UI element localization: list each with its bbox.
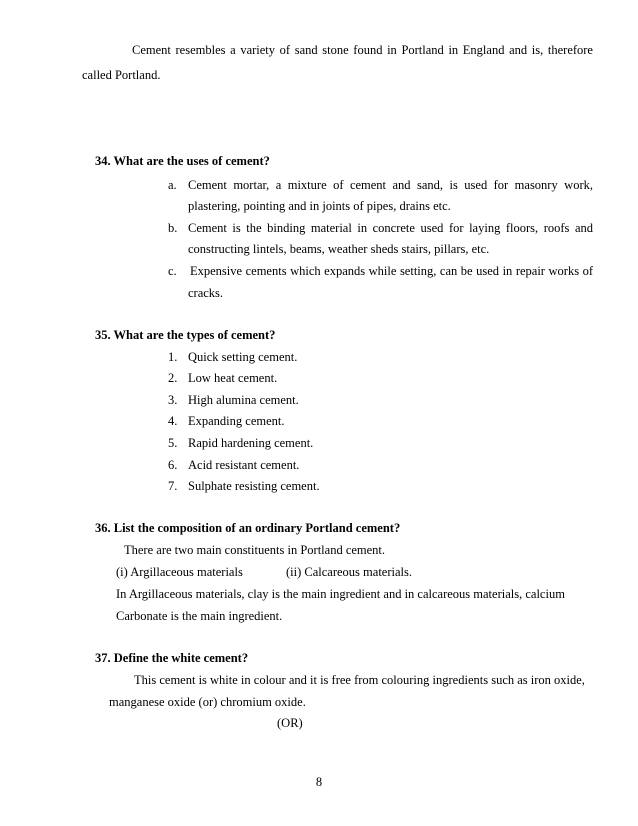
q34-heading: 34. What are the uses of cement? [95, 154, 270, 168]
q34-item-b-line2: constructing lintels, beams, weather sheds stairs, pillars, etc. [188, 242, 490, 256]
q36-line-4: Carbonate is the main ingredient. [116, 609, 283, 623]
q35-item-text: Acid resistant cement. [188, 458, 300, 472]
q34-item-c-label: c. [168, 264, 177, 278]
q35-item-num: 3. [168, 393, 178, 407]
q37-or: (OR) [277, 716, 303, 730]
q37-line-1: This cement is white in colour and it is free from colouring ingredients such as iron oxide, [134, 673, 585, 687]
q35-item-num: 6. [168, 458, 178, 472]
q36-line-1: There are two main constituents in Portland cement. [124, 543, 386, 557]
q35-item-text: High alumina cement. [188, 393, 299, 407]
q36-line-3: In Argillaceous materials, clay is the main ingredient and in calcareous materials, calcium [116, 587, 565, 601]
q35-item-num: 1. [168, 350, 178, 364]
q34-item-a-label: a. [168, 178, 177, 192]
q34-item-c-line2: cracks. [188, 286, 224, 300]
intro-line-2: called Portland. [82, 68, 161, 82]
q34-item-c-line1: Expensive cements which expands while setting, can be used in repair works of [190, 264, 593, 278]
q36-col-1: (i) Argillaceous materials [116, 565, 243, 579]
q35-item-text: Low heat cement. [188, 371, 278, 385]
q34-item-a-line2: plastering, pointing and in joints of pipes, drains etc. [188, 199, 451, 213]
q35-item-num: 2. [168, 371, 178, 385]
q34-item-b-line1: Cement is the binding material in concrete used for laying floors, roofs and [188, 221, 593, 235]
q35-item-num: 7. [168, 479, 178, 493]
q37-line-2: manganese oxide (or) chromium oxide. [109, 695, 306, 709]
q35-item-text: Rapid hardening cement. [188, 436, 314, 450]
q35-item-text: Sulphate resisting cement. [188, 479, 320, 493]
q37-heading: 37. Define the white cement? [95, 651, 249, 665]
q35-item-num: 5. [168, 436, 178, 450]
q35-item-num: 4. [168, 414, 178, 428]
q35-item-text: Quick setting cement. [188, 350, 298, 364]
q35-heading: 35. What are the types of cement? [95, 328, 276, 342]
q34-item-b-label: b. [168, 221, 178, 235]
q34-item-a-line1: Cement mortar, a mixture of cement and sand, is used for masonry work, [188, 178, 593, 192]
q35-item-text: Expanding cement. [188, 414, 285, 428]
q36-heading: 36. List the composition of an ordinary Portland cement? [95, 521, 401, 535]
page-number: 8 [315, 775, 323, 789]
q36-col-2: (ii) Calcareous materials. [286, 565, 412, 579]
intro-line-1: Cement resembles a variety of sand stone found in Portland in England and is, therefore [132, 43, 593, 57]
